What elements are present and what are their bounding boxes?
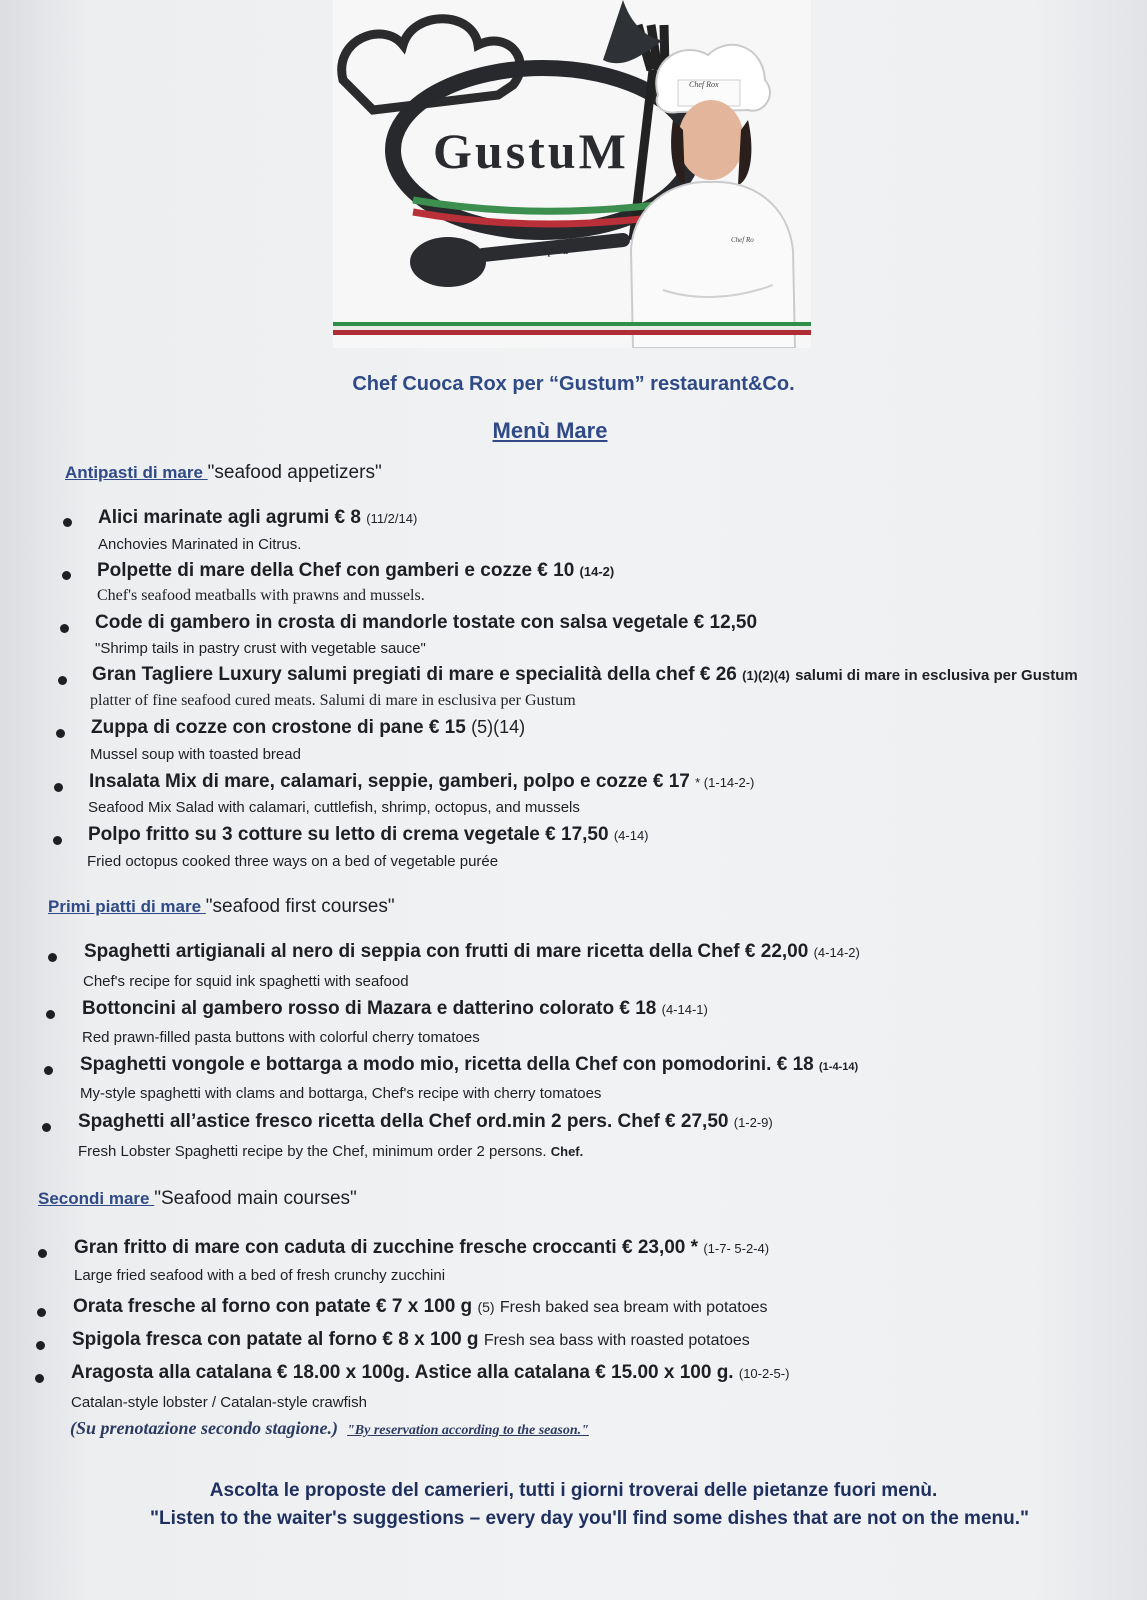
section-heading-en: "seafood appetizers" (207, 462, 382, 483)
logo-tagline: Top Ou (538, 246, 569, 257)
bullet-icon (58, 676, 67, 685)
bullet-icon (56, 729, 65, 738)
item-description: Chef's seafood meatballs with prawns and mussels. (97, 587, 425, 604)
item-name: Spaghetti vongole e bottarga a modo mio, ricetta della Chef con pomodorini. € 18 (80, 1054, 814, 1075)
allergen-codes: * (1-14-2-) (695, 775, 755, 790)
bullet-icon (54, 783, 63, 792)
bullet-icon (44, 1066, 53, 1075)
bullet-icon (53, 836, 62, 845)
allergen-codes: (1-7- 5-2-4) (703, 1241, 770, 1256)
bullet-icon (42, 1123, 51, 1132)
item-name: Insalata Mix di mare, calamari, seppie, gamberi, polpo e cozze € 17 (89, 771, 690, 792)
note-en: "By reservation according to the season." (347, 1423, 589, 1438)
item-description: Fresh Lobster Spaghetti recipe by the Chef, minimum order 2 persons. (78, 1143, 547, 1160)
bullet-icon (37, 1308, 46, 1317)
item-description-bold: Chef. (550, 1144, 584, 1159)
section-heading-primi (48, 896, 395, 918)
item-name: Bottoncini al gambero rosso di Mazara e datterino colorato € 18 (82, 998, 657, 1019)
allergen-codes: (5)(14) (471, 717, 526, 737)
item-extra: Fresh sea bass with roasted potatoes (483, 1332, 750, 1349)
allergen-codes: (10-2-5-) (738, 1366, 790, 1381)
logo-hat-text: Chef Rox (689, 80, 719, 89)
item-extra: salumi di mare in esclusiva per Gustum (795, 667, 1078, 684)
item-name: Polpette di mare della Chef con gamberi e cozze € 10 (97, 560, 575, 581)
bullet-icon (36, 1341, 45, 1350)
allergen-codes: (1-4-14) (819, 1061, 859, 1073)
item-description: Fried octopus cooked three ways on a bed of vegetable purée (87, 853, 499, 870)
logo-jacket-text: Chef Ro (731, 236, 754, 244)
section-heading-it: Antipasti di mare (65, 463, 208, 482)
bullet-icon (62, 571, 71, 580)
item-description: Seafood Mix Salad with calamari, cuttlefish, shrimp, octopus, and mussels (88, 799, 580, 816)
allergen-codes: (11/2/14) (366, 511, 418, 526)
item-name: Spigola fresca con patate al forno € 8 x 100 g (72, 1329, 479, 1350)
item-name: Code di gambero in crosta di mandorle tostate con salsa vegetale € 12,50 (95, 612, 758, 633)
bullet-icon (46, 1010, 55, 1019)
seasonal-note (70, 1418, 589, 1439)
allergen-codes: (4-14-2) (813, 945, 860, 960)
item-description: Red prawn-filled pasta buttons with colorful cherry tomatoes (82, 1029, 480, 1046)
item-description: "Shrimp tails in pastry crust with vegetable sauce" (95, 640, 426, 657)
allergen-codes: (4-14) (613, 828, 649, 843)
bullet-icon (60, 624, 69, 633)
bullet-icon (35, 1374, 44, 1383)
item-name: Gran Tagliere Luxury salumi pregiati di mare e specialità della chef € 26 (92, 664, 737, 685)
menu-title: Menù Mare (492, 418, 608, 443)
item-extra: Fresh baked sea bream with potatoes (499, 1299, 768, 1316)
allergen-codes: (1-2-9) (733, 1115, 773, 1130)
item-description: Anchovies Marinated in Citrus. (98, 536, 302, 553)
restaurant-subtitle: Chef Cuoca Rox per “Gustum” restaurant&Co. (352, 373, 795, 395)
section-heading-antipasti (65, 462, 382, 484)
item-name: Gran fritto di mare con caduta di zucchine fresche croccanti € 23,00 * (74, 1237, 699, 1258)
footer-line-it: Ascolta le proposte del camerieri, tutti i giorni troverai delle pietanze fuori menù. (209, 1480, 938, 1501)
flag-stripe-red (333, 330, 811, 335)
allergen-codes: (1)(2)(4) (742, 668, 790, 683)
item-description: My-style spaghetti with clams and bottarga, Chef's recipe with cherry tomatoes (80, 1085, 602, 1102)
section-heading-secondi (38, 1188, 357, 1210)
section-heading-it: Secondi mare (38, 1189, 155, 1208)
item-name: Alici marinate agli agrumi € 8 (98, 507, 361, 528)
item-name: Spaghetti artigianali al nero di seppia con frutti di mare ricetta della Chef € 22,00 (84, 941, 809, 962)
item-name: Zuppa di cozze con crostone di pane € 15 (91, 717, 466, 738)
bullet-icon (63, 518, 72, 527)
spoon-icon (410, 237, 486, 287)
item-description: Mussel soup with toasted bread (90, 746, 301, 763)
section-heading-en: "seafood first courses" (205, 896, 395, 917)
note-it: (Su prenotazione secondo stagione.) (70, 1418, 339, 1438)
item-name: Orata fresche al forno con patate € 7 x 100 g (73, 1296, 473, 1317)
item-description: platter of fine seafood cured meats. Salumi di mare in esclusiva per Gustum (90, 692, 576, 709)
allergen-codes: (14-2) (579, 564, 615, 579)
allergen-codes: (5) (477, 1299, 495, 1315)
logo-brand-text: GustuM (433, 123, 629, 179)
allergen-codes: (4-14-1) (661, 1002, 708, 1017)
item-description: Chef's recipe for squid ink spaghetti with seafood (83, 973, 409, 990)
bullet-icon (48, 953, 57, 962)
bullet-icon (38, 1249, 47, 1258)
item-description: Large fried seafood with a bed of fresh crunchy zucchini (74, 1267, 446, 1284)
item-name: Aragosta alla catalana € 18.00 x 100g. Astice alla catalana € 15.00 x 100 g. (71, 1362, 734, 1383)
item-name: Polpo fritto su 3 cotture su letto di crema vegetale € 17,50 (88, 824, 609, 845)
item-description: Catalan-style lobster / Catalan-style crawfish (71, 1394, 367, 1411)
section-heading-it: Primi piatti di mare (48, 897, 206, 916)
restaurant-logo (333, 0, 811, 348)
item-name: Spaghetti all’astice fresco ricetta della Chef ord.min 2 pers. Chef € 27,50 (78, 1111, 729, 1132)
section-heading-en: "Seafood main courses" (154, 1188, 357, 1209)
footer-line-en: "Listen to the waiter's suggestions – every day you'll find some dishes that are not on the menu." (149, 1508, 1030, 1529)
